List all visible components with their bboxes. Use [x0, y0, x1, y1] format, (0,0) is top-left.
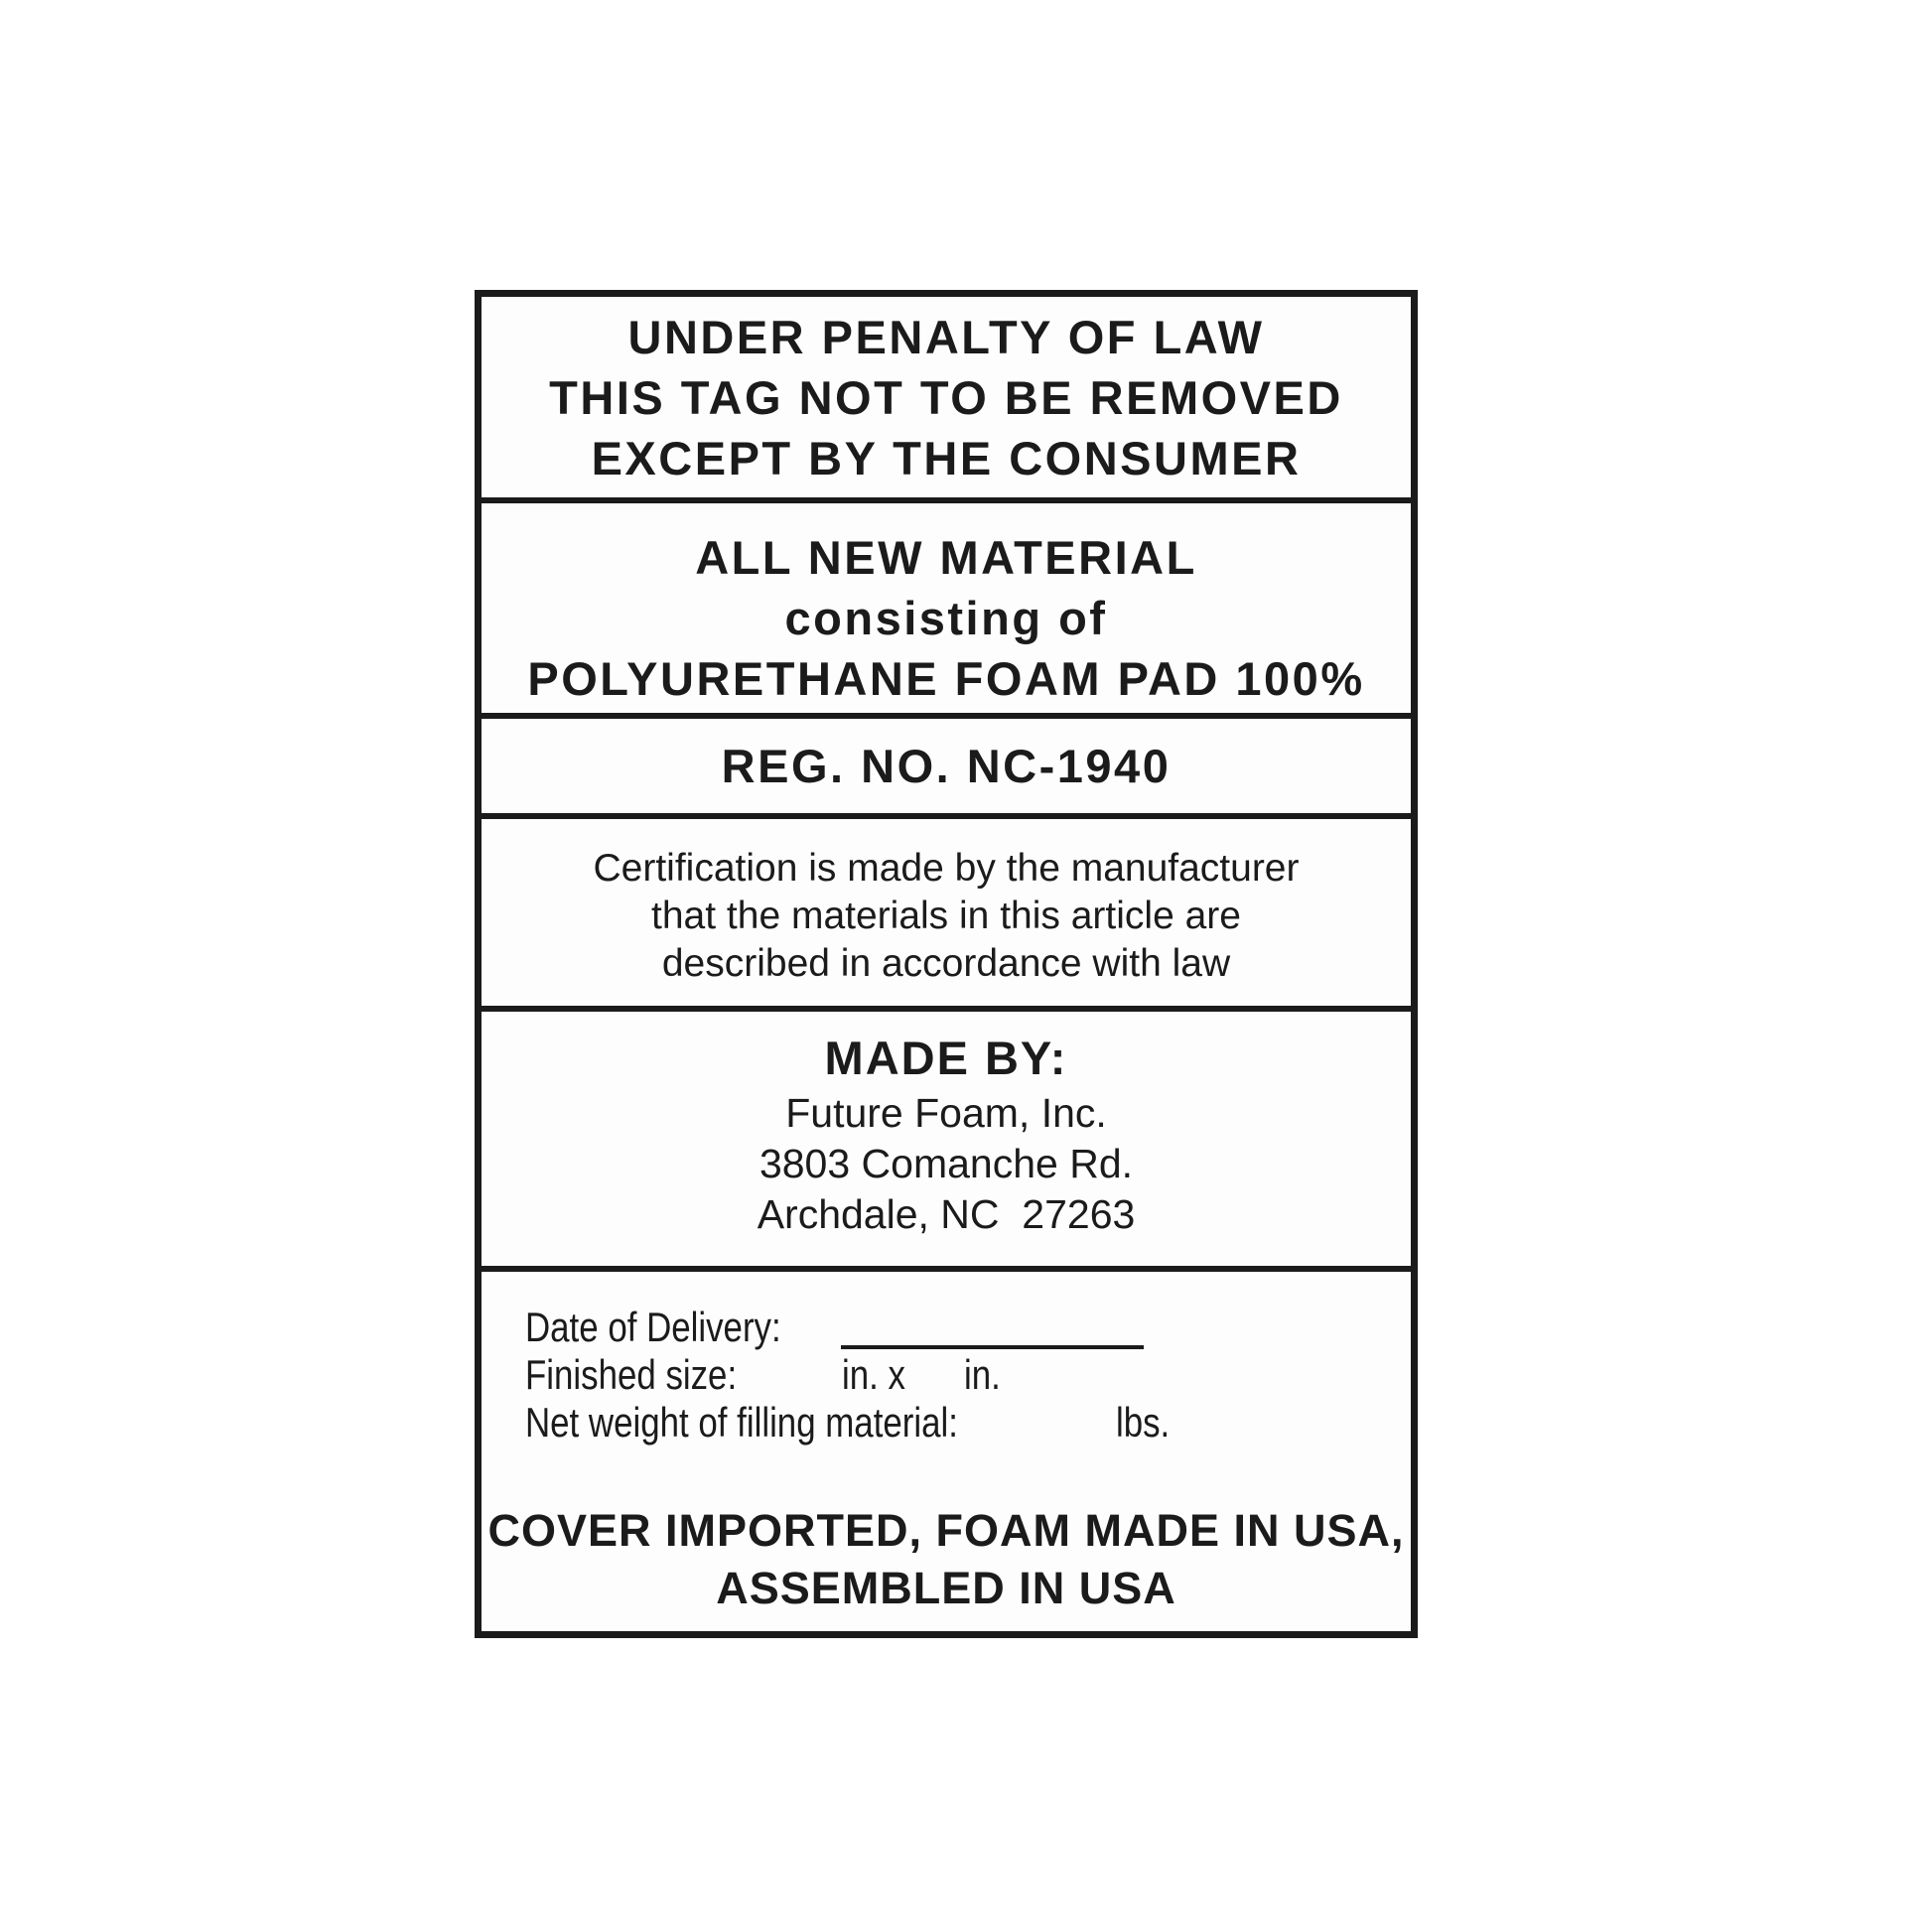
fill-in-section: [482, 1266, 1411, 1631]
penalty-line-3: EXCEPT BY THE CONSUMER: [591, 432, 1302, 484]
company-name: Future Foam, Inc.: [785, 1089, 1107, 1136]
material-line-2: consisting of: [784, 591, 1108, 644]
finished-size-row: [482, 1351, 1411, 1399]
origin-statement: [482, 1502, 1411, 1617]
origin-line-2: ASSEMBLED IN USA: [716, 1562, 1176, 1613]
material-line-1: ALL NEW MATERIAL: [695, 530, 1197, 584]
origin-line-1: COVER IMPORTED, FOAM MADE IN USA,: [487, 1504, 1405, 1556]
penalty-line-2: THIS TAG NOT TO BE REMOVED: [549, 371, 1343, 424]
reg-number-text: REG. NO. NC-1940: [721, 739, 1172, 792]
net-weight-row: [482, 1399, 1411, 1447]
city-state-zip: Archdale, NC 27263: [757, 1190, 1136, 1237]
street-address: 3803 Comanche Rd.: [759, 1140, 1134, 1186]
law-label-tag: [475, 290, 1418, 1638]
penalty-section: [482, 297, 1411, 497]
material-section: [482, 497, 1411, 713]
date-of-delivery-row: [482, 1304, 1411, 1351]
net-weight-label: Net weight of filling material:: [525, 1398, 958, 1446]
certification-line-1: Certification is made by the manufacturer: [593, 846, 1300, 890]
reg-number-section: [482, 713, 1411, 813]
finished-size-unit-in: in.: [963, 1350, 1001, 1398]
made-by-section: [482, 1006, 1411, 1266]
material-line-3: POLYURETHANE FOAM PAD 100%: [527, 651, 1365, 705]
date-of-delivery-label: Date of Delivery:: [525, 1303, 781, 1350]
finished-size-label: Finished size:: [525, 1350, 738, 1398]
certification-line-2: that the materials in this article are: [651, 894, 1241, 937]
certification-section: [482, 813, 1411, 1006]
penalty-line-1: UNDER PENALTY OF LAW: [627, 311, 1265, 363]
finished-size-unit-in-x: in. x: [841, 1350, 905, 1398]
made-by-heading: MADE BY:: [824, 1031, 1068, 1084]
net-weight-unit: lbs.: [1116, 1398, 1171, 1446]
certification-line-3: described in accordance with law: [661, 941, 1231, 985]
date-fill-in-line: [841, 1345, 1144, 1349]
